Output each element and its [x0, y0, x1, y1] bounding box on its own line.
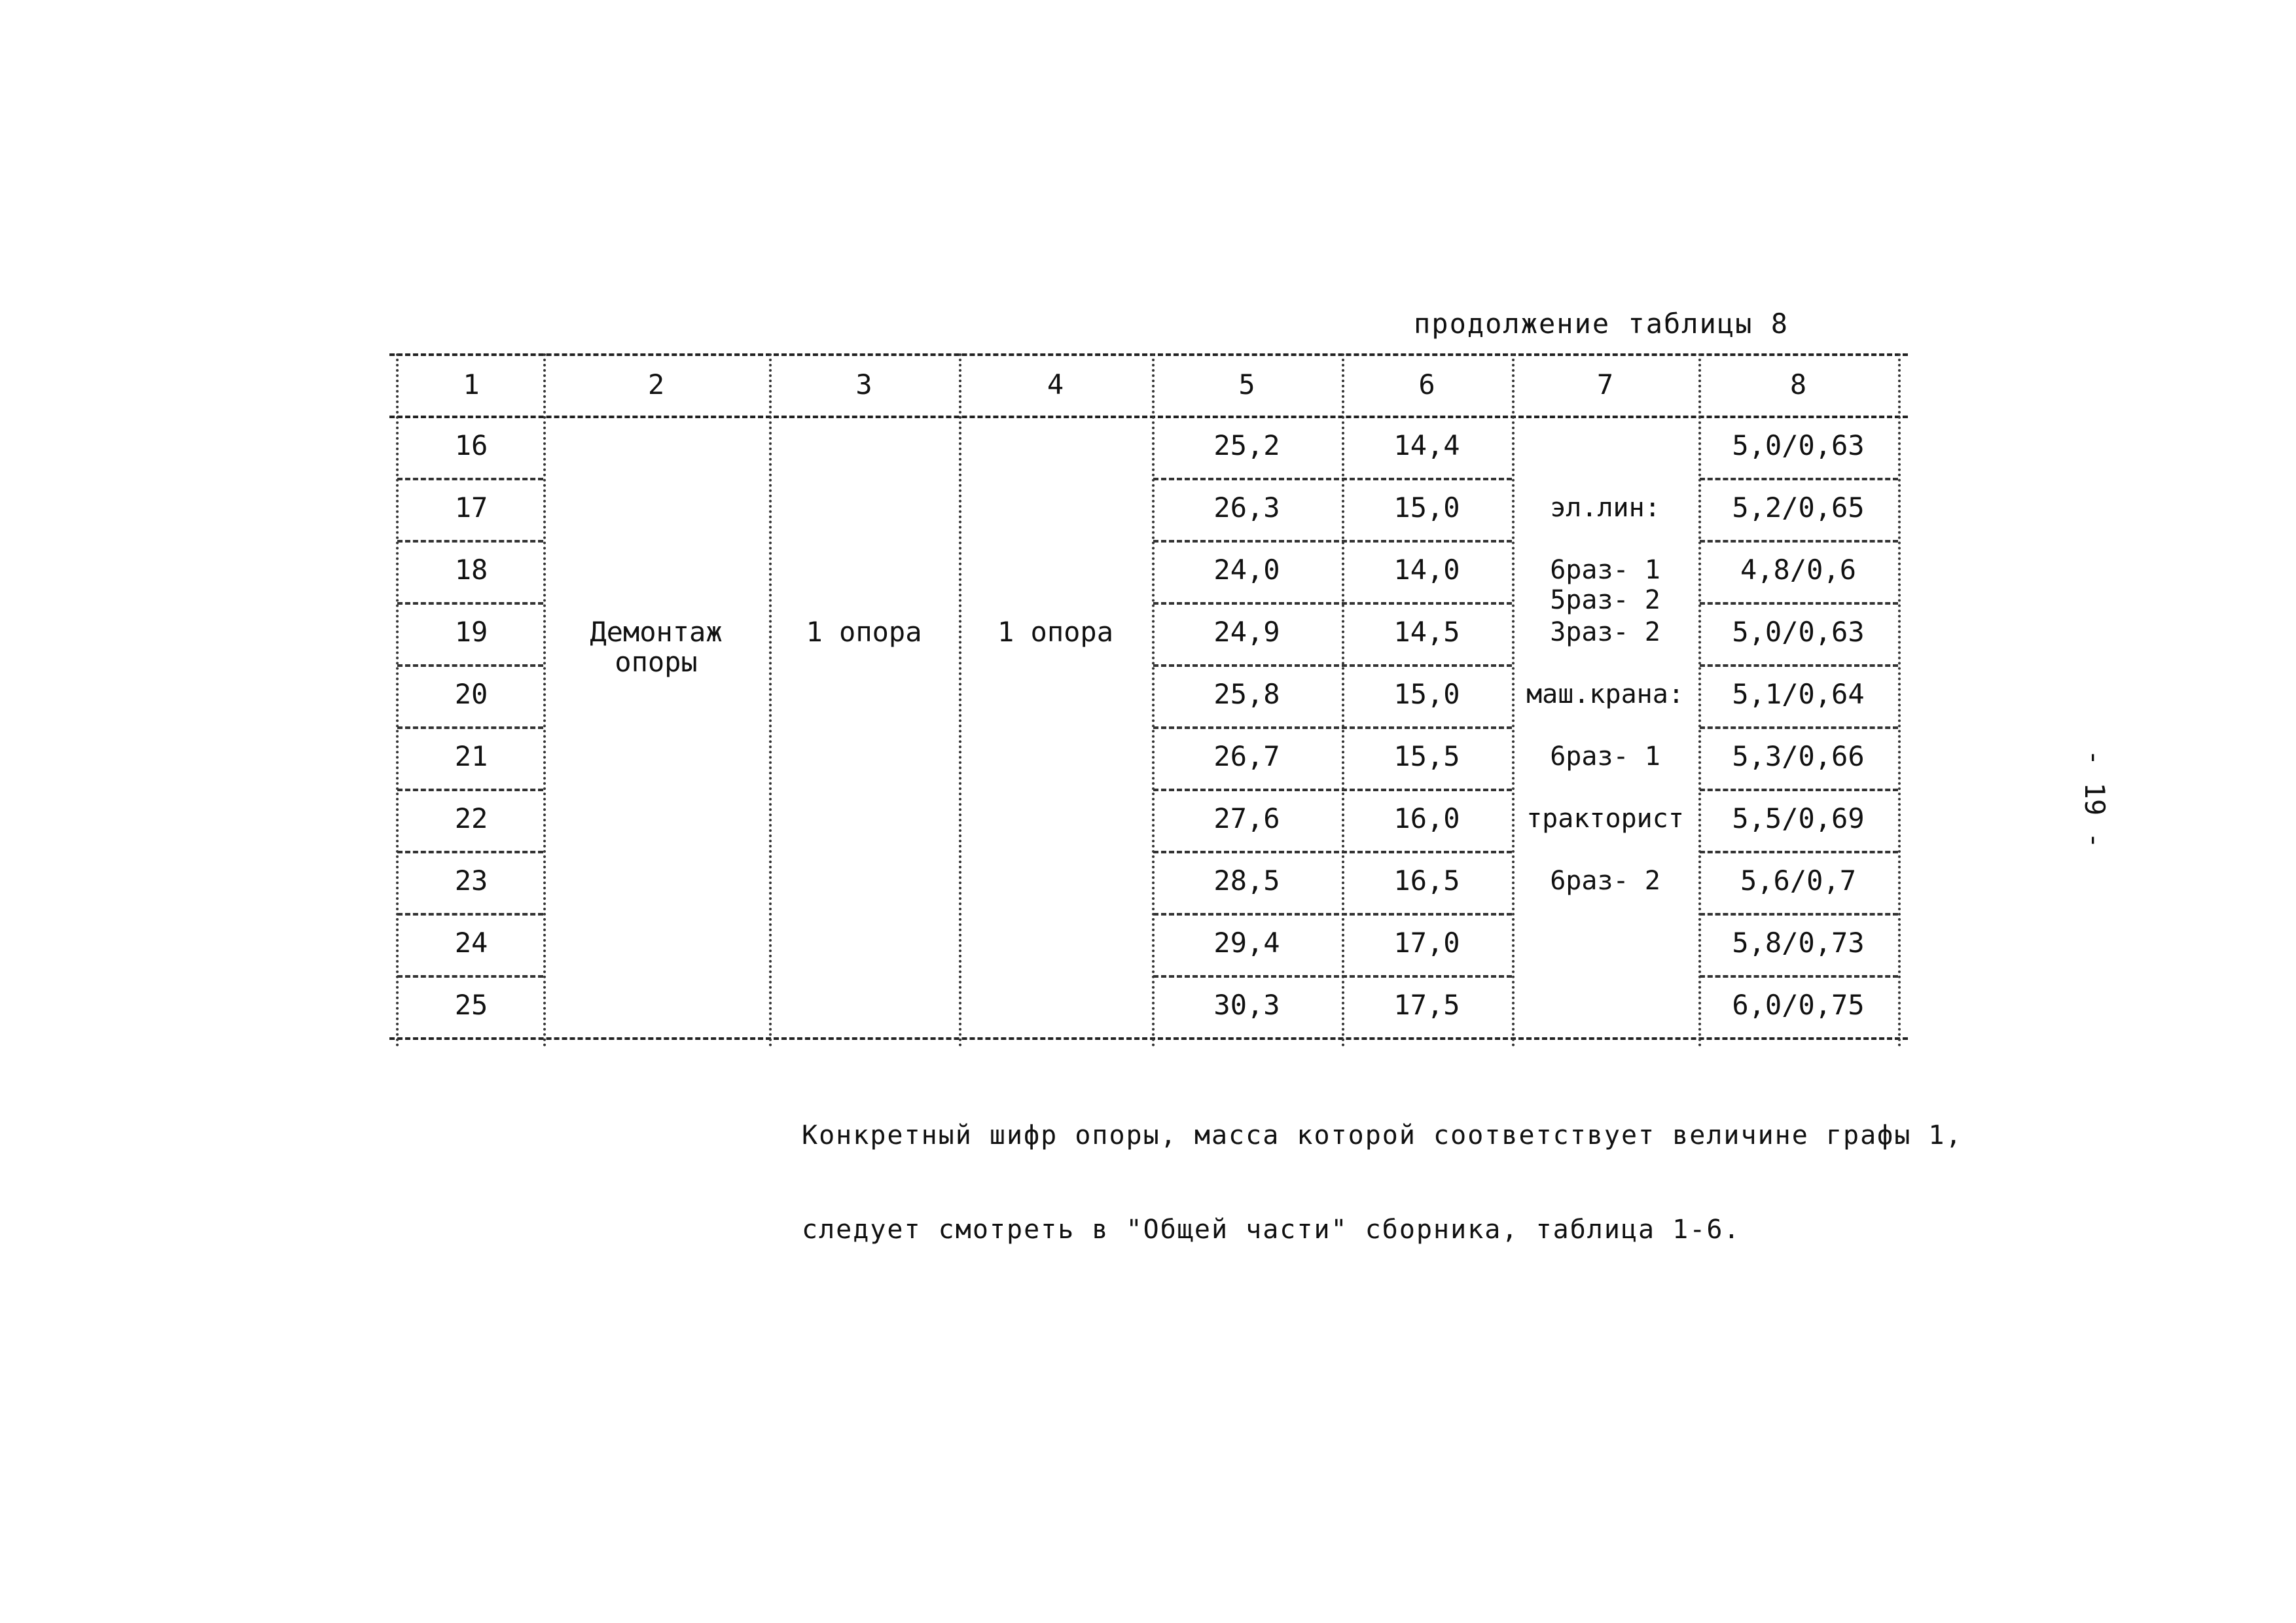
- cell-col6: 14,5: [1393, 616, 1460, 648]
- cell-col5: 29,4: [1213, 927, 1280, 959]
- cell-col6: 15,0: [1393, 491, 1460, 524]
- page-number: - 19 -: [2079, 749, 2111, 849]
- cell-col1: 21: [454, 740, 488, 772]
- row-rule-col1: [397, 975, 543, 978]
- row-rule-col1: [397, 913, 543, 916]
- column-header-6: 6: [1418, 368, 1435, 401]
- cell-col5: 27,6: [1213, 802, 1280, 834]
- cell-col5: 30,3: [1213, 989, 1280, 1021]
- cell-col1: 25: [454, 989, 488, 1021]
- row-rule-col1: [397, 602, 543, 605]
- row-rule-col8: [1700, 913, 1898, 916]
- table-continuation-heading: продолжение таблицы 8: [1414, 308, 1789, 340]
- crew-line-5: маш.крана:: [1526, 679, 1684, 709]
- cell-col8: 6,0/0,75: [1732, 989, 1865, 1021]
- crew-line-3: 5раз- 2: [1550, 585, 1660, 615]
- column-header-4: 4: [1047, 368, 1064, 401]
- row-rule-col1: [397, 478, 543, 480]
- crew-line-7: тракторист: [1526, 804, 1684, 834]
- column-separator: [1152, 353, 1155, 1047]
- column-header-5: 5: [1238, 368, 1255, 401]
- column-header-7: 7: [1596, 368, 1614, 401]
- crew-line-2: 6раз- 1: [1550, 555, 1660, 585]
- cell-col1: 22: [454, 802, 488, 834]
- work-type-line-2: опоры: [615, 646, 698, 678]
- row-rule-col5-6: [1153, 478, 1512, 480]
- column-separator: [1698, 353, 1701, 1047]
- column-separator: [1898, 353, 1901, 1047]
- table-footnote: [802, 1057, 1963, 1308]
- cell-col6: 15,5: [1393, 740, 1460, 772]
- row-rule-col8: [1700, 726, 1898, 729]
- cell-col5: 26,3: [1213, 491, 1280, 524]
- row-rule-col5-6: [1153, 913, 1512, 916]
- row-rule-col5-6: [1153, 789, 1512, 791]
- column-separator: [1342, 353, 1344, 1047]
- cell-col1: 24: [454, 927, 488, 959]
- unit-col3: 1 опора: [806, 616, 922, 648]
- cell-col1: 19: [454, 616, 488, 648]
- cell-col8: 5,2/0,65: [1732, 491, 1865, 524]
- column-separator: [543, 353, 546, 1047]
- cell-col6: 16,0: [1393, 802, 1460, 834]
- cell-col6: 16,5: [1393, 865, 1460, 897]
- row-rule-col5-6: [1153, 726, 1512, 729]
- row-rule-col8: [1700, 602, 1898, 605]
- row-rule-col1: [397, 540, 543, 543]
- row-rule-col8: [1700, 975, 1898, 978]
- cell-col5: 24,0: [1213, 554, 1280, 586]
- cell-col8: 5,6/0,7: [1740, 865, 1856, 897]
- cell-col6: 17,5: [1393, 989, 1460, 1021]
- cell-col1: 17: [454, 491, 488, 524]
- row-rule-col8: [1700, 664, 1898, 667]
- cell-col5: 25,2: [1213, 429, 1280, 461]
- table-header-rule: [389, 416, 1908, 418]
- row-rule-col1: [397, 851, 543, 853]
- norms-table: [389, 353, 1908, 1047]
- row-rule-col1: [397, 664, 543, 667]
- crew-line-6: 6раз- 1: [1550, 741, 1660, 772]
- row-rule-col1: [397, 726, 543, 729]
- cell-col1: 20: [454, 678, 488, 710]
- cell-col8: 5,0/0,63: [1732, 429, 1865, 461]
- crew-line-8: 6раз- 2: [1550, 866, 1660, 896]
- cell-col5: 25,8: [1213, 678, 1280, 710]
- footnote-line-1: Конкретный шифр опоры, масса которой соответствует величине графы 1,: [802, 1120, 1963, 1150]
- footnote-line-2: следует смотреть в "Общей части" сборника, таблица 1-6.: [802, 1215, 1741, 1245]
- row-rule-col5-6: [1153, 540, 1512, 543]
- column-separator: [1512, 353, 1515, 1047]
- work-type-line-1: Демонтаж: [590, 616, 723, 648]
- cell-col5: 26,7: [1213, 740, 1280, 772]
- column-header-3: 3: [855, 368, 872, 401]
- unit-col4: 1 опора: [997, 616, 1113, 648]
- cell-col8: 5,0/0,63: [1732, 616, 1865, 648]
- row-rule-col8: [1700, 478, 1898, 480]
- row-rule-col8: [1700, 789, 1898, 791]
- table-top-rule: [389, 353, 1908, 356]
- cell-col1: 23: [454, 865, 488, 897]
- cell-col6: 14,4: [1393, 429, 1460, 461]
- crew-line-4: 3раз- 2: [1550, 617, 1660, 647]
- cell-col5: 24,9: [1213, 616, 1280, 648]
- cell-col1: 18: [454, 554, 488, 586]
- cell-col6: 15,0: [1393, 678, 1460, 710]
- cell-col6: 14,0: [1393, 554, 1460, 586]
- row-rule-col8: [1700, 851, 1898, 853]
- crew-line-1: эл.лин:: [1550, 493, 1660, 523]
- column-header-1: 1: [463, 368, 480, 401]
- cell-col5: 28,5: [1213, 865, 1280, 897]
- cell-col8: 5,5/0,69: [1732, 802, 1865, 834]
- row-rule-col5-6: [1153, 851, 1512, 853]
- row-rule-col1: [397, 789, 543, 791]
- cell-col8: 5,1/0,64: [1732, 678, 1865, 710]
- cell-col8: 5,3/0,66: [1732, 740, 1865, 772]
- cell-col8: 4,8/0,6: [1740, 554, 1856, 586]
- column-header-8: 8: [1789, 368, 1807, 401]
- row-rule-col5-6: [1153, 602, 1512, 605]
- column-separator: [769, 353, 772, 1047]
- column-separator: [396, 353, 399, 1047]
- cell-col1: 16: [454, 429, 488, 461]
- row-rule-col5-6: [1153, 664, 1512, 667]
- cell-col6: 17,0: [1393, 927, 1460, 959]
- column-separator: [959, 353, 961, 1047]
- table-bottom-rule: [389, 1037, 1908, 1040]
- row-rule-col5-6: [1153, 975, 1512, 978]
- cell-col8: 5,8/0,73: [1732, 927, 1865, 959]
- column-header-2: 2: [647, 368, 665, 401]
- row-rule-col8: [1700, 540, 1898, 543]
